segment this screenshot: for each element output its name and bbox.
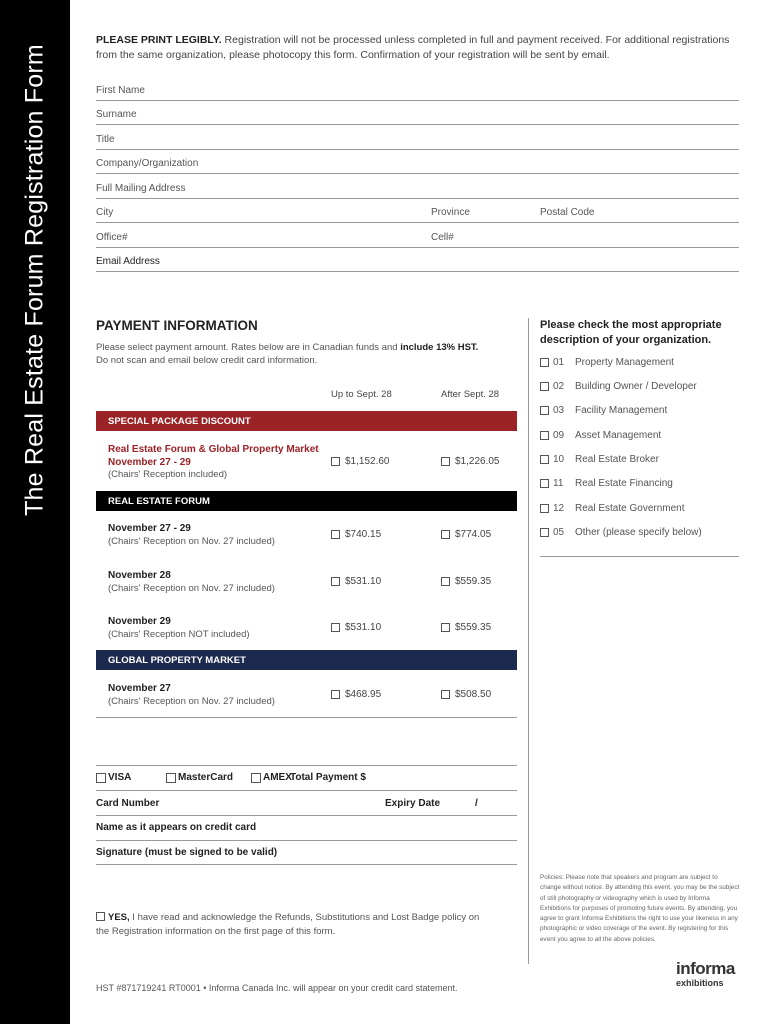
surname-field[interactable] [96, 101, 739, 126]
price-label: $774.05 [455, 529, 492, 540]
footer-note: HST #871719241 RT0001 • Informa Canada Inc. will appear on your credit card statement. [96, 983, 458, 993]
divider [96, 717, 517, 718]
consent-checkbox-row[interactable] [96, 911, 486, 939]
org-label: Real Estate Broker [575, 454, 659, 465]
price-option[interactable] [331, 622, 381, 633]
org-option[interactable] [540, 503, 685, 514]
price-option[interactable] [331, 456, 390, 467]
checkbox[interactable] [540, 431, 549, 440]
forum3-sub: (Chairs' Reception NOT included) [108, 629, 250, 640]
instructions [96, 33, 736, 63]
forum2-title: November 28 [108, 570, 171, 581]
price-option[interactable] [331, 529, 381, 540]
checkbox[interactable] [331, 577, 340, 586]
email-field[interactable] [96, 248, 739, 273]
checkbox[interactable] [96, 912, 105, 921]
cardholder-name-label: Name as it appears on credit card [96, 822, 257, 833]
special-sub: (Chairs' Reception included) [108, 469, 228, 480]
checkbox[interactable] [540, 455, 549, 464]
org-code: 09 [553, 430, 565, 441]
amex-option[interactable] [251, 772, 292, 783]
consent-text: I have read and acknowledge the Refunds, Substitutions and Lost Badge policy on the Registration information on the first page of this form. [96, 912, 480, 937]
expiry-date-label: Expiry Date [385, 798, 441, 809]
price-label: $740.15 [345, 529, 382, 540]
title-label: Title [96, 133, 115, 145]
first-name-label: First Name [96, 84, 145, 96]
postal-code-label: Postal Code [540, 207, 595, 218]
province-label: Province [431, 207, 470, 218]
phone-row[interactable] [96, 223, 739, 248]
checkbox[interactable] [540, 358, 549, 367]
org-option[interactable] [540, 527, 702, 538]
office-label: Office# [96, 231, 128, 243]
global1-sub: (Chairs' Reception on Nov. 27 included) [108, 696, 275, 707]
checkbox[interactable] [166, 773, 176, 783]
forum1-sub: (Chairs' Reception on Nov. 27 included) [108, 536, 275, 547]
cell-label: Cell# [431, 231, 454, 243]
checkbox[interactable] [540, 528, 549, 537]
checkbox[interactable] [441, 530, 450, 539]
total-payment-label: Total Payment $ [290, 772, 366, 783]
global1-title: November 27 [108, 683, 171, 694]
checkbox[interactable] [540, 479, 549, 488]
title-field[interactable] [96, 125, 739, 150]
sidebar [0, 0, 70, 1024]
company-label: Company/Organization [96, 158, 199, 169]
instructions-text: Registration will not be processed unless completed in full and payment received. For additional registrations from the same organization, please photocopy this form. Confirmation of your registration will be sent by email. [96, 34, 730, 61]
checkbox[interactable] [540, 504, 549, 513]
org-option[interactable] [540, 430, 661, 441]
org-option[interactable] [540, 381, 697, 392]
logo-sub: exhibitions [676, 978, 724, 988]
payment-note-bold: include 13% HST. [400, 342, 479, 353]
other-specify-line[interactable] [540, 556, 739, 557]
price-option[interactable] [441, 622, 491, 633]
price-label: $531.10 [345, 622, 382, 633]
signature-label: Signature (must be signed to be valid) [96, 847, 278, 858]
special-title [108, 443, 319, 469]
checkbox[interactable] [441, 577, 450, 586]
checkbox[interactable] [331, 623, 340, 632]
mastercard-label: MasterCard [178, 772, 234, 783]
forum-bar: REAL ESTATE FORUM [96, 491, 517, 511]
amex-label: AMEX [263, 772, 292, 783]
price-label: $531.10 [345, 576, 382, 587]
price-option[interactable] [441, 689, 491, 700]
org-label: Building Owner / Developer [575, 381, 697, 392]
org-label: Real Estate Financing [575, 478, 673, 489]
org-option[interactable] [540, 357, 674, 368]
price-option[interactable] [331, 689, 381, 700]
checkbox[interactable] [331, 530, 340, 539]
price-label: $1,226.05 [455, 456, 500, 467]
price-label: $508.50 [455, 689, 492, 700]
org-title: Please check the most appropriate description of your organization. [540, 319, 722, 346]
first-name-field[interactable] [96, 76, 739, 101]
forum1-title: November 27 - 29 [108, 523, 191, 534]
checkbox[interactable] [540, 382, 549, 391]
policies-text: Policies: Please note that speakers and program are subject to change without notice. By attending this event, you may be the subject of still photography or videography which is used by Informa Exhibitions for purposes of promoting future events. By attending, you agree to grant Informa Exhibitions the right to use your likeness in any photographic or video coverage of the event. By registering for this event you agree to all the above policies. [540, 874, 740, 943]
price-option[interactable] [331, 576, 381, 587]
forum2-sub: (Chairs' Reception on Nov. 27 included) [108, 583, 275, 594]
checkbox[interactable] [540, 406, 549, 415]
form-title: The Real Estate Forum Registration Form [20, 44, 49, 516]
checkbox[interactable] [441, 457, 450, 466]
org-code: 05 [553, 527, 565, 538]
org-code: 12 [553, 503, 565, 514]
instructions-bold: PLEASE PRINT LEGIBLY. [96, 34, 222, 46]
expiry-slash: / [475, 798, 478, 809]
price-option[interactable] [441, 529, 491, 540]
logo-main: informa [676, 959, 735, 978]
cardholder-name-line[interactable] [96, 840, 517, 841]
org-option[interactable] [540, 478, 673, 489]
informa-logo [676, 960, 735, 988]
org-label: Asset Management [575, 430, 662, 441]
payment-note-warning: Do not scan and email below credit card information. [96, 355, 318, 366]
global-market-bar: GLOBAL PROPERTY MARKET [96, 650, 517, 670]
company-field[interactable] [96, 150, 739, 175]
email-label: Email Address [96, 256, 160, 267]
price-label: $559.35 [455, 576, 492, 587]
price-label: $468.95 [345, 689, 382, 700]
org-option[interactable] [540, 405, 667, 416]
total-line[interactable] [96, 790, 517, 791]
consent-yes: YES, [108, 912, 130, 923]
org-label: Other (please specify below) [575, 527, 702, 538]
surname-label: Surname [96, 109, 137, 120]
visa-label: VISA [108, 772, 132, 783]
checkbox[interactable] [331, 690, 340, 699]
org-label: Property Management [575, 357, 674, 368]
special-title-line2: November 27 - 29 [108, 457, 191, 468]
checkbox[interactable] [441, 690, 450, 699]
org-code: 02 [553, 381, 565, 392]
org-code: 10 [553, 454, 565, 465]
address-field[interactable] [96, 174, 739, 199]
city-province-postal-row[interactable] [96, 199, 739, 224]
checkbox[interactable] [251, 773, 261, 783]
card-number-line[interactable] [96, 815, 517, 816]
payment-note-text: Please select payment amount. Rates below are in Canadian funds and [96, 342, 401, 353]
org-option[interactable] [540, 454, 659, 465]
payment-title: PAYMENT INFORMATION [96, 318, 258, 333]
col-header-early: Up to Sept. 28 [331, 389, 392, 400]
price-option[interactable] [441, 576, 491, 587]
forum3-title: November 29 [108, 616, 171, 627]
special-title-line1: Real Estate Forum & Global Property Market [108, 444, 319, 455]
checkbox[interactable] [441, 623, 450, 632]
price-label: $1,152.60 [345, 456, 390, 467]
signature-line[interactable] [96, 864, 517, 865]
checkbox[interactable] [331, 457, 340, 466]
card-number-label: Card Number [96, 798, 160, 809]
price-label: $559.35 [455, 622, 492, 633]
divider [96, 765, 517, 766]
special-package-bar: SPECIAL PACKAGE DISCOUNT [96, 411, 517, 431]
org-code: 11 [553, 478, 564, 489]
org-code: 03 [553, 405, 565, 416]
address-label: Full Mailing Address [96, 182, 186, 194]
org-label: Facility Management [575, 405, 668, 416]
column-divider [528, 318, 529, 964]
col-header-late: After Sept. 28 [441, 389, 500, 400]
price-option[interactable] [441, 456, 500, 467]
visa-option[interactable] [96, 772, 131, 783]
payment-note [96, 341, 478, 367]
city-label: City [96, 207, 114, 218]
checkbox[interactable] [96, 773, 106, 783]
org-code: 01 [553, 357, 565, 368]
org-label: Real Estate Government [575, 503, 685, 514]
mastercard-option[interactable] [166, 772, 233, 783]
